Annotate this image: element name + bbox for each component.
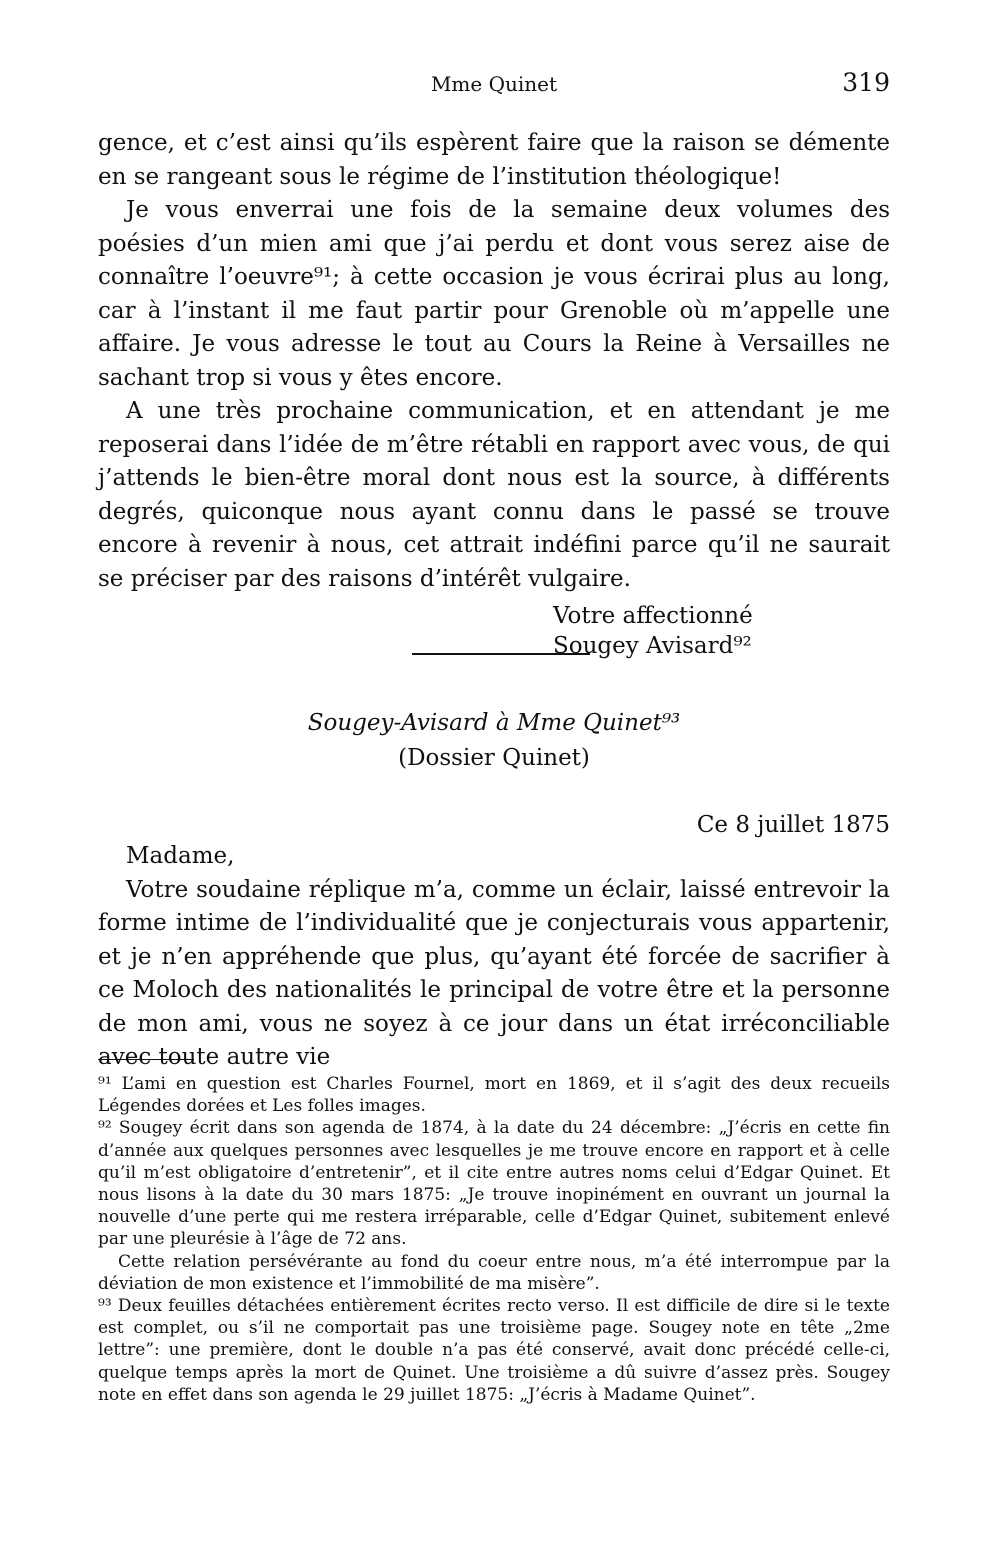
letter-1-closing: Votre affectionné (553, 603, 753, 629)
letter-2-paragraph-1: Votre soudaine réplique m’a, comme un éclair, laissé entrevoir la forme intime de l’individualité que je conjecturais vous appartenir, et je n’en appréhende que plus, qu’ayant été forcée de sacrifier à ce Moloch des nationalités le principal de votre être et la personne de mon ami, vous ne soyez à ce jour dans un état irréconciliable avec toute autre vie (98, 876, 890, 1070)
letter-2-title: Sougey-Avisard à Mme Quinet⁹³ (307, 710, 681, 736)
page-header (98, 68, 890, 102)
page-number: 319 (842, 68, 890, 97)
footnotes (98, 1073, 890, 1406)
letter-2-body (98, 840, 890, 1075)
letter-2-heading (98, 706, 890, 776)
letter-1-paragraph-3: A une très prochaine communication, et en attendant je me reposerai dans l’idée de m’être rétabli en rapport avec vous, de qui j’attends le bien-être moral dont nous est la source, à différents degrés, quiconque nous ayant connu dans le passé se trouve encore à revenir à nous, cet attrait indéfini parce qu’il ne saurait se préciser par des raisons d’intérêt vulgaire. (98, 398, 890, 592)
letter-1-paragraph-1: gence, et c’est ainsi qu’ils espèrent faire que la raison se démente en se rangeant sous le régime de l’institution théologique! (98, 130, 890, 190)
letter-1-body (98, 127, 890, 661)
footnote-92-continued: Cette relation persévérante au fond du coeur entre nous, m’a été interrompue par la déviation de mon existence et l’immobilité de ma misère”. (98, 1251, 890, 1294)
letter-2-source: (Dossier Quinet) (398, 745, 590, 771)
letter-2-salutation: Madame, (126, 843, 235, 869)
letter-1-signature: Sougey Avisard⁹² (553, 633, 752, 659)
running-title: Mme Quinet (430, 72, 558, 96)
letter-1-paragraph-2: Je vous enverrai une fois de la semaine deux volumes des poésies d’un mien ami que j’ai perdu et dont vous serez aise de connaître l’oeuvre⁹¹; à cette occasion je vous écrirai plus au long, car à l’instant il me faut partir pour Grenoble où m’appelle une affaire. Je vous adresse le tout au Cours la Reine à Versailles ne sachant trop si vous y êtes encore. (98, 197, 890, 391)
footnote-93: ⁹³ Deux feuilles détachées entièrement écrites recto verso. Il est difficile de dire si le texte est complet, ou s’il ne comportait pas une troisième page. Sougey note en tête „2me lettre”: une première, dont le double n’a pas été conservé, avait donc précédé celle-ci, quelque temps après la mort de Quinet. Une troisième a dû suivre d’assez près. Sougey note en effet dans son agenda le 29 juillet 1875: „J’écris à Madame Quinet”. (98, 1296, 890, 1405)
letter-2-date: Ce 8 juillet 1875 (696, 812, 890, 838)
footnote-92: ⁹² Sougey écrit dans son agenda de 1874, à la date du 24 décembre: „J’écris en cette fin d’année aux quelques personnes avec lesquelles je me trouve encore en rapport et à celle qu’il m’est obligatoire d’entretenir”, et il cite entre autres noms celui d’Edgar Quinet. Et nous lisons à la date du 30 mars 1875: „Je trouve inopinément en ouvrant un journal la nouvelle d’une perte qui me restera irréparable, celle d’Edgar Quinet, subitement enlevé par une pleurésie à l’âge de 72 ans. (98, 1118, 890, 1250)
footnote-divider (98, 1059, 194, 1060)
footnote-91: ⁹¹ L’ami en question est Charles Fournel, mort en 1869, et il s’agit des deux recueils Légendes dorées et Les folles images. (98, 1074, 890, 1117)
section-divider (412, 653, 590, 655)
